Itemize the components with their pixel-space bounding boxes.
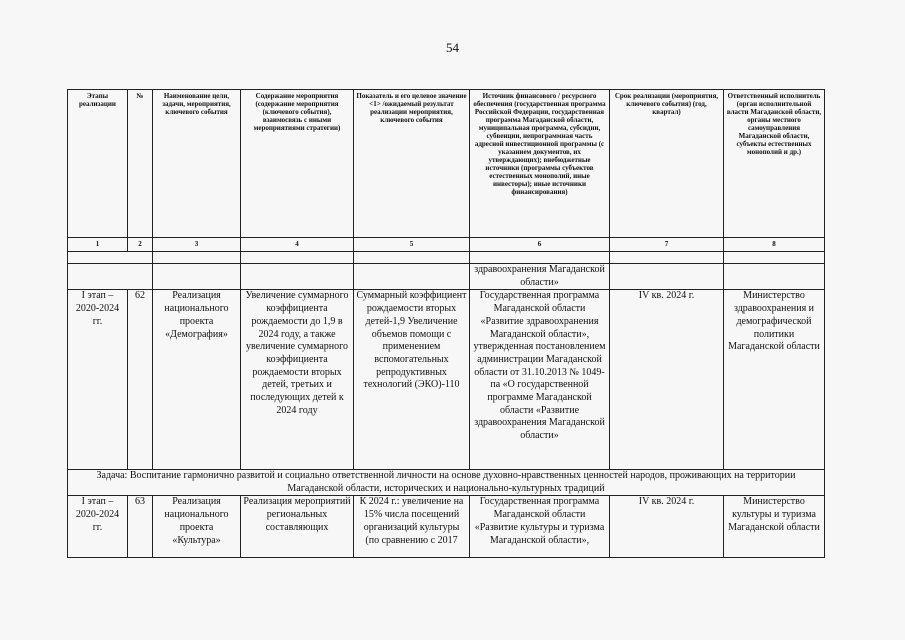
blank-cell (610, 264, 724, 290)
blank-cell (68, 264, 153, 290)
executor-cell: Министерство культуры и туризма Магаданской области (724, 496, 825, 558)
continuation-row (68, 264, 825, 290)
header-name: Наименование цели, задачи, мероприятия, ключевого события (153, 90, 241, 238)
stage-cell: I этап – 2020-2024 гг. (68, 496, 128, 558)
blank-cell (354, 264, 470, 290)
column-number-row (68, 238, 825, 252)
task-row (68, 470, 825, 496)
column-number: 7 (610, 238, 724, 252)
source-cell: Государственная программа Магаданской области «Развитие здравоохранения Магаданской области», утвержденная постановлением администрации Магаданской области от 31.10.2013 № 1049-па «О государственной программе Магаданской области «Развитие здравоохранения Магаданской области» (470, 290, 610, 470)
stage-cell: I этап – 2020-2024 гг. (68, 290, 128, 470)
header-row (68, 90, 825, 238)
executor-cell: Министерство здравоохранения и демографической политики Магаданской области (724, 290, 825, 470)
header-term: Срок реализации (мероприятия, ключевого события) (год, квартал) (610, 90, 724, 238)
task-text: Задача: Воспитание гармонично развитой и социально ответственной личности на основе духовно-нравственных ценностей народов, проживающих на территории Магаданской области, исторических и национально-культурных традиций (68, 470, 825, 496)
term-cell: IV кв. 2024 г. (610, 290, 724, 470)
page-number: 54 (446, 40, 459, 55)
column-number: 6 (470, 238, 610, 252)
content-cell: Увеличение суммарного коэффициента рождаемости до 1,9 в 2024 году, а также увеличение суммарного коэффициента рождаемости вторых детей, третьих и последующих детей к 2024 году (241, 290, 354, 470)
blank-cell (241, 252, 354, 264)
number-cell: 63 (128, 496, 153, 558)
name-cell: Реализация национального проекта «Демография» (153, 290, 241, 470)
indicator-cell: Суммарный коэффициент рождаемости вторых детей-1,9 Увеличение объемов помощи с применением вспомогательных репродуктивных технологий (ЭКО)-110 (354, 290, 470, 470)
continuation-source: здравоохранения Магаданской области» (470, 264, 610, 290)
header-number: № (128, 90, 153, 238)
blank-cell (724, 252, 825, 264)
blank-cell (68, 252, 153, 264)
blank-cell (470, 252, 610, 264)
blank-cell (153, 264, 241, 290)
blank-cell (153, 252, 241, 264)
header-executor: Ответственный исполнитель (орган исполнительной власти Магаданской области, органы местного самоуправления Магаданской области, субъекты естественных монополий и др.) (724, 90, 825, 238)
column-number: 4 (241, 238, 354, 252)
blank-row (68, 252, 825, 264)
indicator-cell: К 2024 г.: увеличение на 15% числа посещений организаций культуры (по сравнению с 2017 (354, 496, 470, 558)
column-number: 3 (153, 238, 241, 252)
number-cell: 62 (128, 290, 153, 470)
source-cell: Государственная программа Магаданской области «Развитие культуры и туризма Магаданской области», (470, 496, 610, 558)
column-number: 8 (724, 238, 825, 252)
table-row (68, 496, 825, 558)
column-number: 5 (354, 238, 470, 252)
blank-cell (354, 252, 470, 264)
name-cell: Реализация национального проекта «Культура» (153, 496, 241, 558)
header-stage: Этапы реализации (68, 90, 128, 238)
header-source: Источник финансового / ресурсного обеспечения (государственная программа Российской Федерации, государственная программа Магаданской области, муниципальная программа, субсидии, субвенции, непрограммная часть адресной инвестиционной программы (с указанием документов, их утверждающих); внебюджетные источники (программы субъектов естественных монополий, иные инвесторы); иные источники финансирования) (470, 90, 610, 238)
column-number: 2 (128, 238, 153, 252)
blank-cell (241, 264, 354, 290)
header-content: Содержание мероприятия (содержание мероприятия (ключевого события), взаимосвязь с иными мероприятиями стратегии) (241, 90, 354, 238)
term-cell: IV кв. 2024 г. (610, 496, 724, 558)
column-number: 1 (68, 238, 128, 252)
header-indicator: Показатель и его целевое значение <1> /ожидаемый результат реализации мероприятия, ключевого события (354, 90, 470, 238)
strategy-table (67, 89, 825, 558)
content-cell: Реализация мероприятий региональных составляющих (241, 496, 354, 558)
blank-cell (724, 264, 825, 290)
table-row (68, 290, 825, 470)
blank-cell (610, 252, 724, 264)
